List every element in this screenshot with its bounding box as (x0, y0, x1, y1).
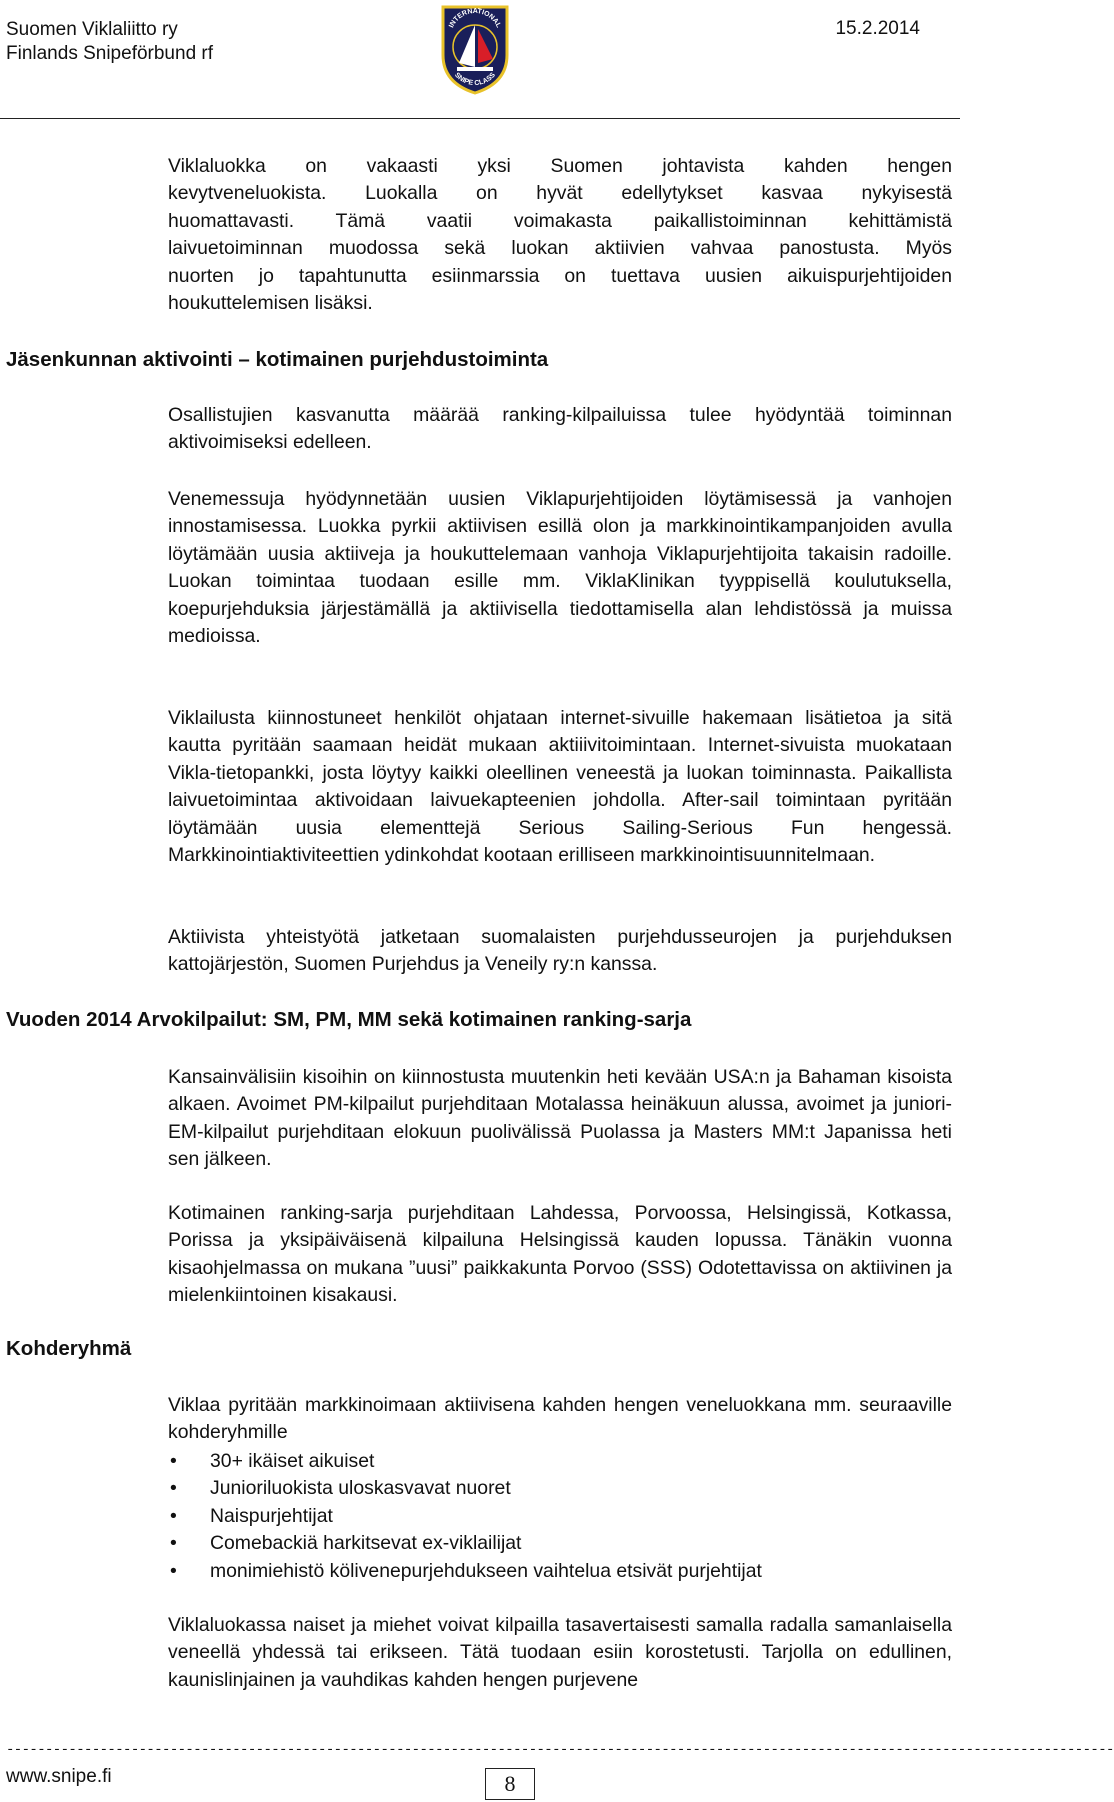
section-heading-target-group: Kohderyhmä (6, 1337, 132, 1360)
bullet-icon: • (170, 1477, 177, 1500)
section2-paragraph: Kansainvälisiin kisoihin on kiinnostusta muutenkin heti kevään USA:n ja Bahaman kisoista alkaen. Avoimet PM-kilpailut purjehditaan Motalassa heinäkuun alussa, avoimet ja juniori-EM-kilpailut purjehditaan elokuun puolivälissä Puolassa ja Masters MM:t Japanissa heti sen jälkeen. (168, 1066, 952, 1171)
org-name-sv: Finlands Snipeförbund rf (6, 43, 214, 64)
org-name-fi: Suomen Viklaliitto ry (6, 19, 178, 40)
document-date: 15.2.2014 (835, 18, 920, 39)
target-group-intro: Viklaa pyritään markkinoimaan aktiivisena kahden hengen veneluokkana mm. seuraaville kohderyhmille (168, 1394, 952, 1444)
intro-line: laivuetoiminnan muodossa sekä luokan aktiivien vahvaa panostusta. Myös (168, 237, 952, 260)
intro-line: huomattavasti. Tämä vaatii voimakasta paikallistoiminnan kehittämistä (168, 209, 952, 232)
bullet-icon: • (170, 1450, 177, 1472)
page-number: 8 (485, 1768, 535, 1800)
footer-divider: ---------------------------------------------------------------------------------------------------------------------------------------------- (6, 1742, 1114, 1758)
header-divider (0, 118, 960, 119)
footer-url: www.snipe.fi (6, 1766, 112, 1787)
section2-paragraph: Kotimainen ranking-sarja purjehditaan Lahdessa, Porvoossa, Helsingissä, Kotkassa, Porissa ja yksipäiväisenä kilpailuna Helsingissä kauden lopussa. Tänäkin vuonna kisaohjelmassa on mukana ”uusi” paikkakunta Porvoo (SSS) Odotettavissa on aktiivinen ja mielenkiintoinen kisakausi. (168, 1202, 952, 1307)
list-item: • Naispurjehtijat (168, 1503, 762, 1530)
list-item: • Junioriluokista uloskasvavat nuoret (168, 1475, 762, 1502)
list-item: • 30+ ikäiset aikuiset (168, 1448, 762, 1475)
intro-line: kevytveneluokista. Luokalla on hyvät edellytykset kasvaa nykyisestä (168, 182, 952, 205)
bullet-icon: • (170, 1559, 177, 1582)
section1-paragraph: Osallistujien kasvanutta määrää ranking-kilpailuissa tulee hyödyntää toiminnan aktivoimiseksi edelleen. (168, 404, 952, 454)
intro-line: Viklaluokka on vakaasti yksi Suomen johtavista kahden hengen (168, 155, 952, 177)
section1-paragraph: Aktiivista yhteistyötä jatketaan suomalaisten purjehdusseurojen ja purjehduksen kattojärjestön, Suomen Purjehdus ja Veneily ry:n kanssa. (168, 926, 952, 976)
target-group-closing: Viklaluokassa naiset ja miehet voivat kilpailla tasavertaisesti samalla radalla samanlaisella veneellä yhdessä tai erikseen. Tätä tuodaan esiin korostetusti. Tarjolla on edullinen, kaunislinjainen ja vauhdikas kahden hengen purjevene (168, 1614, 952, 1691)
section-heading-competitions: Vuoden 2014 Arvokilpailut: SM, PM, MM sekä kotimainen ranking-sarja (6, 1008, 692, 1031)
section1-paragraph: Venemessuja hyödynnetään uusien Viklapurjehtijoiden löytämisessä ja vanhojen innostamisessa. Luokka pyrkii aktiivisen esillä olon ja markkinointikampanjoiden avulla löytämään uusia aktiiveja ja houkuttelemaan vanhoja Viklapurjehtijoita takaisin radoille. Luokan toimintaa tuodaan esille mm. ViklaKlinikan tyyppisellä koulutuksella, koepurjehduksia järjestämällä ja aktiivisella tiedottamisella alan lehdistössä ja muissa medioissa. (168, 488, 952, 648)
intro-line: nuorten jo tapahtunutta esiinmarssia on tuettava uusien aikuispurjehtijoiden (168, 264, 952, 287)
intro-line: houkuttelemisen lisäksi. (168, 292, 373, 315)
bullet-icon: • (170, 1504, 177, 1527)
logo-text-bottom: SNIPE CLASS (453, 71, 497, 88)
intro-paragraph (168, 153, 952, 317)
logo-text-top: INTERNATIONAL (448, 8, 502, 29)
target-group-list (168, 1448, 762, 1585)
list-item: • monimiehistö kölivenepurjehdukseen vaihtelua etsivät purjehtijat (168, 1558, 762, 1585)
section-heading-activation: Jäsenkunnan aktivointi – kotimainen purjehdustoiminta (6, 348, 549, 371)
section1-paragraph: Viklailusta kiinnostuneet henkilöt ohjataan internet-sivuille hakemaan lisätietoa ja sitä kautta pyritään saamaan heidät mukaan aktiiivitoimintaan. Internet-sivuista muokataan Vikla-tietopankki, josta löytyy kaikki oleellinen veneestä ja luokan toiminnasta. Paikallista laivuetoimintaa aktivoidaan laivuekapteenien johdolla. After-sail toimintaan pyritään löytämään uusia elementtejä Serious Sailing-Serious Fun hengessä. Markkinointiaktiviteettien ydinkohdat kootaan erilliseen markkinointisuunnitelmaan. (168, 707, 952, 867)
list-item: • Comebackiä harkitsevat ex-viklailijat (168, 1530, 762, 1557)
snipe-class-logo (439, 3, 511, 95)
header-organization (6, 18, 213, 66)
bullet-icon: • (170, 1532, 177, 1555)
